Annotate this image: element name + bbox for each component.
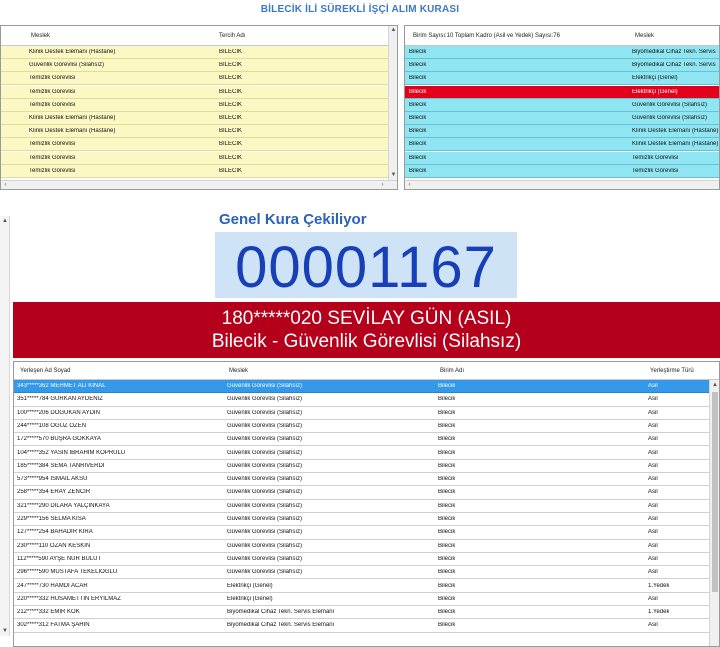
table-row[interactable] <box>1 165 388 178</box>
table-row[interactable] <box>14 513 709 526</box>
cell-yerlestirme-turu: Asil <box>648 516 658 522</box>
scroll-left-arrow-icon[interactable]: ‹ <box>408 182 411 188</box>
left-grid-header <box>1 26 397 46</box>
cell-meslek: Güvenlik Görevlisi (Silahsız) <box>227 542 303 549</box>
cell-ad-soyad: 302*****312 FATMA ŞAHİN <box>17 622 90 629</box>
cell-meslek: Temizlik Görevlisi <box>29 75 76 82</box>
cell-birim-adi: Bilecik <box>438 609 456 616</box>
cell-tercih-adi: BILECIK <box>219 167 243 174</box>
cell-birim-adi: Bilecik <box>438 555 456 562</box>
cell-birim: Bilecik <box>409 88 427 95</box>
cell-birim-adi: Bilecik <box>438 502 456 509</box>
cell-yerlestirme-turu: Asil <box>648 462 658 469</box>
table-row[interactable] <box>14 553 709 566</box>
cell-meslek: Temizlik Görevlisi <box>29 101 76 108</box>
cell-yerlestirme-turu: Asil <box>648 449 658 456</box>
cell-ad-soyad: 343*****362 MEHMET ALİ KINAL <box>17 383 106 389</box>
table-row[interactable] <box>405 46 719 59</box>
table-row[interactable] <box>14 500 709 513</box>
cell-birim-adi: Bilecik <box>438 383 456 389</box>
cell-yerlestirme-turu: Asil <box>648 489 658 496</box>
column-header-tercih-adi[interactable]: Tercih Adı <box>219 33 246 39</box>
cell-ad-soyad: 112*****590 AYŞE NUR BULUT <box>17 555 102 562</box>
table-row[interactable] <box>14 433 709 446</box>
cell-yerlestirme-turu: Asil <box>648 476 658 483</box>
scroll-right-arrow-icon[interactable]: › <box>381 182 384 188</box>
cell-birim: Bilecik <box>409 167 427 174</box>
cell-meslek: Güvenlik Görevlisi (Silahsız) <box>227 516 303 522</box>
cell-meslek: Güvenlik Görevlisi (Silahsız) <box>29 62 105 69</box>
cell-yerlestirme-turu: Asil <box>648 409 658 416</box>
cell-ad-soyad: 104*****352 YASİN İBRAHİM KÖPRÜLÜ <box>17 449 126 456</box>
table-row[interactable] <box>1 152 388 165</box>
cell-meslek: Güvenlik Görevlisi (Silahsız) <box>632 101 708 108</box>
cell-ad-soyad: 244*****108 OĞUZ ÖZEN <box>17 422 87 429</box>
cell-yerlestirme-turu: Asil <box>648 436 658 443</box>
draw-status-label: Genel Kura Çekiliyor <box>219 211 367 228</box>
cell-meslek: Biyomedikal Cihaz Tekn. Servis <box>632 49 716 55</box>
cell-yerlestirme-turu: Asil <box>648 422 658 429</box>
table-row[interactable] <box>405 59 719 72</box>
scroll-up-arrow-icon[interactable]: ▲ <box>390 27 397 33</box>
cell-meslek: Elektrikçi (Genel) <box>227 582 273 589</box>
cell-tercih-adi: BILECIK <box>219 101 243 108</box>
window-title: BİLECİK İLİ SÜREKLİ İŞÇİ ALIM KURASI <box>260 4 460 15</box>
table-row[interactable] <box>14 460 709 473</box>
cell-meslek: Elektrikçi (Genel) <box>632 75 678 82</box>
table-row[interactable] <box>1 99 388 112</box>
cell-birim-adi: Bilecik <box>438 489 456 496</box>
cell-meslek: Klinik Destek Elemanı (Hastane) <box>632 128 719 135</box>
table-row[interactable] <box>14 606 709 619</box>
cell-meslek: Biyomedikal Cihaz Tekn. Servis Elemanı <box>227 622 335 629</box>
table-row[interactable] <box>14 393 709 406</box>
right-grid-header <box>405 26 719 46</box>
cell-meslek: Temizlik Görevlisi <box>29 154 76 161</box>
table-row[interactable] <box>405 86 719 99</box>
table-row[interactable] <box>405 138 719 151</box>
table-row[interactable] <box>14 580 709 593</box>
cell-meslek: Güvenlik Görevlisi (Silahsız) <box>632 115 708 121</box>
cell-yerlestirme-turu: Asil <box>648 383 658 389</box>
cell-yerlestirme-turu: Asil <box>648 622 658 629</box>
table-row[interactable] <box>1 59 388 72</box>
left-grid-horizontal-scrollbar[interactable] <box>1 180 397 189</box>
table-row[interactable] <box>405 152 719 165</box>
table-row[interactable] <box>405 165 719 178</box>
scroll-up-arrow-icon[interactable]: ▲ <box>712 382 718 388</box>
cell-ad-soyad: 247*****730 HAMDİ ACAR <box>17 582 88 589</box>
title-bar <box>0 0 720 22</box>
cell-meslek: Temizlik Görevlisi <box>29 88 76 95</box>
cell-yerlestirme-turu: 1.Yedek <box>648 609 670 616</box>
cell-meslek: Güvenlik Görevlisi (Silahsız) <box>227 569 303 576</box>
cell-ad-soyad: 100*****206 DOĞUKAN AYDIN <box>17 409 100 416</box>
table-row[interactable] <box>14 447 709 460</box>
cell-ad-soyad: 258*****354 ERAY ZENCİR <box>17 489 91 496</box>
cell-tercih-adi: BILECIK <box>219 141 243 148</box>
table-row[interactable] <box>1 138 388 151</box>
cell-birim-adi: Bilecik <box>438 542 456 549</box>
cell-birim-adi: Bilecik <box>438 476 456 483</box>
cell-birim-adi: Bilecik <box>438 582 456 589</box>
right-grid[interactable] <box>404 25 720 190</box>
cell-meslek: Güvenlik Görevlisi (Silahsız) <box>227 555 303 562</box>
table-row[interactable] <box>1 86 388 99</box>
table-row[interactable] <box>14 486 709 499</box>
table-row[interactable] <box>14 566 709 579</box>
cell-ad-soyad: 321*****290 DİLARA YALÇINKAYA <box>17 502 110 509</box>
scroll-down-arrow-icon[interactable]: ▼ <box>390 172 397 178</box>
cell-ad-soyad: 230*****110 OZAN KESKİN <box>17 542 91 549</box>
table-row[interactable] <box>14 473 709 486</box>
column-header-ad-soyad[interactable]: Yerleşen Ad Soyad <box>20 368 71 374</box>
right-grid-horizontal-scrollbar[interactable] <box>405 180 719 189</box>
cell-birim: Bilecik <box>409 75 427 82</box>
winner-position: Bilecik - Güvenlik Görevlisi (Silahsız) <box>211 331 522 352</box>
results-grid-header <box>14 362 719 380</box>
cell-ad-soyad: 172*****570 BÜŞRA GÖKKAYA <box>17 436 101 443</box>
cell-birim-adi: Bilecik <box>438 409 456 416</box>
cell-meslek: Güvenlik Görevlisi (Silahsız) <box>227 436 303 443</box>
table-row[interactable] <box>1 112 388 125</box>
results-grid[interactable] <box>13 361 720 647</box>
winner-name: 180*****020 SEVİLAY GÜN (ASIL) <box>221 308 512 329</box>
cell-tercih-adi: BILECIK <box>219 88 243 95</box>
left-grid[interactable] <box>0 25 398 190</box>
cell-birim-adi: Bilecik <box>438 462 456 469</box>
cell-meslek: Güvenlik Görevlisi (Silahsız) <box>227 409 303 416</box>
cell-meslek: Temizlik Görevlisi <box>29 167 76 174</box>
cell-yerlestirme-turu: Asil <box>648 502 658 509</box>
results-vertical-scrollbar[interactable] <box>709 380 719 646</box>
column-header-meslek[interactable]: Meslek <box>31 33 51 39</box>
cell-birim-adi: Bilecik <box>438 422 456 429</box>
column-header-birim-adi[interactable]: Birim Adı <box>440 368 465 374</box>
draw-number: 00001167 <box>235 235 497 300</box>
cell-ad-soyad: 573*****954 İSMAİL AKSU <box>17 476 88 483</box>
winner-banner <box>13 302 720 358</box>
cell-meslek: Temizlik Görevlisi <box>29 141 76 148</box>
cell-birim: Bilecik <box>409 49 427 55</box>
cell-birim-adi: Bilecik <box>438 396 456 403</box>
table-row[interactable] <box>405 99 719 112</box>
cell-ad-soyad: 229*****156 SELMA KISA <box>17 516 86 522</box>
table-row[interactable] <box>1 46 388 59</box>
cell-yerlestirme-turu: Asil <box>648 569 658 576</box>
cell-tercih-adi: BILECIK <box>219 49 243 55</box>
cell-yerlestirme-turu: Asil <box>648 595 658 602</box>
cell-yerlestirme-turu: 1.Yedek <box>648 582 670 589</box>
cell-birim: Bilecik <box>409 154 427 161</box>
cell-ad-soyad: 127*****254 BAHADIR KIRA <box>17 529 93 536</box>
table-row[interactable] <box>405 112 719 125</box>
cell-yerlestirme-turu: Asil <box>648 396 658 403</box>
cell-birim-adi: Bilecik <box>438 569 456 576</box>
cell-meslek: Güvenlik Görevlisi (Silahsız) <box>227 476 303 483</box>
cell-meslek: Temizlik Görevlisi <box>632 167 679 174</box>
cell-birim-adi: Bilecik <box>438 595 456 602</box>
cell-meslek: Klinik Destek Elemanı (Hastane) <box>29 49 116 55</box>
cell-birim: Bilecik <box>409 141 427 148</box>
cell-ad-soyad: 220*****332 HÜSAMETTİN ERYILMAZ <box>17 595 121 602</box>
cell-tercih-adi: BILECIK <box>219 128 243 135</box>
cell-ad-soyad: 351*****784 GURKAN AYDENİZ <box>17 396 103 403</box>
cell-ad-soyad: 296*****590 MUSTAFA TEKELİOĞLU <box>17 569 118 576</box>
cell-birim: Bilecik <box>409 62 427 69</box>
draw-panel-scrollbar[interactable] <box>0 216 10 636</box>
cell-tercih-adi: BILECIK <box>219 115 243 121</box>
cell-birim-adi: Bilecik <box>438 622 456 629</box>
column-header-yerlestirme-turu[interactable]: Yerleştirme Türü <box>650 368 694 374</box>
table-row[interactable] <box>14 420 709 433</box>
scroll-down-arrow-icon[interactable]: ▼ <box>2 628 8 634</box>
column-header-birim-sayisi[interactable]: Birim Sayısı:10 Toplam Kadro (Asil ve Yedek) Sayısı:76 <box>413 33 560 39</box>
scroll-up-arrow-icon[interactable]: ▲ <box>2 218 8 224</box>
cell-ad-soyad: 185*****384 SEMA TANRIVERDİ <box>17 462 105 469</box>
table-row[interactable] <box>405 125 719 138</box>
cell-meslek: Klinik Destek Elemanı (Hastane) <box>29 128 116 135</box>
cell-yerlestirme-turu: Asil <box>648 542 658 549</box>
cell-birim: Bilecik <box>409 101 427 108</box>
cell-birim-adi: Bilecik <box>438 449 456 456</box>
cell-meslek: Güvenlik Görevlisi (Silahsız) <box>227 462 303 469</box>
cell-meslek: Güvenlik Görevlisi (Silahsız) <box>227 502 303 509</box>
table-row[interactable] <box>14 407 709 420</box>
cell-meslek: Temizlik Görevlisi <box>632 154 679 161</box>
cell-meslek: Biyomedikal Cihaz Tekn. Servis <box>632 62 716 69</box>
table-row[interactable] <box>14 540 709 553</box>
table-row[interactable] <box>14 593 709 606</box>
table-row[interactable] <box>405 72 719 85</box>
cell-birim: Bilecik <box>409 128 427 135</box>
cell-meslek: Elektrikçi (Genel) <box>632 88 678 95</box>
cell-tercih-adi: BILECIK <box>219 154 243 161</box>
column-header-meslek[interactable]: Meslek <box>229 368 249 374</box>
table-row[interactable] <box>14 526 709 539</box>
cell-meslek: Güvenlik Görevlisi (Silahsız) <box>227 422 303 429</box>
cell-ad-soyad: 212*****332 EMİR KÖK <box>17 609 80 616</box>
cell-meslek: Elektrikçi (Genel) <box>227 595 273 602</box>
cell-birim-adi: Bilecik <box>438 529 456 536</box>
cell-birim-adi: Bilecik <box>438 436 456 443</box>
cell-yerlestirme-turu: Asil <box>648 555 658 562</box>
table-row[interactable] <box>14 619 709 632</box>
cell-birim: Bilecik <box>409 115 427 121</box>
cell-yerlestirme-turu: Asil <box>648 529 658 536</box>
table-row[interactable] <box>14 380 709 393</box>
left-grid-vertical-scrollbar[interactable] <box>388 26 397 180</box>
cell-meslek: Klinik Destek Elemanı (Hastane) <box>632 141 719 148</box>
cell-meslek: Güvenlik Görevlisi (Silahsız) <box>227 396 303 403</box>
cell-meslek: Güvenlik Görevlisi (Silahsız) <box>227 489 303 496</box>
draw-number-box <box>215 232 517 298</box>
cell-meslek: Güvenlik Görevlisi (Silahsız) <box>227 529 303 536</box>
cell-birim-adi: Bilecik <box>438 516 456 522</box>
cell-meslek: Güvenlik Görevlisi (Silahsız) <box>227 383 303 389</box>
table-row[interactable] <box>1 125 388 138</box>
scroll-thumb[interactable] <box>712 392 718 592</box>
cell-meslek: Klinik Destek Elemanı (Hastane) <box>29 115 116 121</box>
cell-tercih-adi: BILECIK <box>219 75 243 82</box>
cell-meslek: Biyomedikal Cihaz Tekn. Servis Elemanı <box>227 609 335 616</box>
scroll-left-arrow-icon[interactable]: ‹ <box>4 182 7 188</box>
table-row[interactable] <box>1 72 388 85</box>
cell-meslek: Güvenlik Görevlisi (Silahsız) <box>227 449 303 456</box>
column-header-meslek[interactable]: Meslek <box>635 33 655 39</box>
cell-tercih-adi: BILECIK <box>219 62 243 69</box>
